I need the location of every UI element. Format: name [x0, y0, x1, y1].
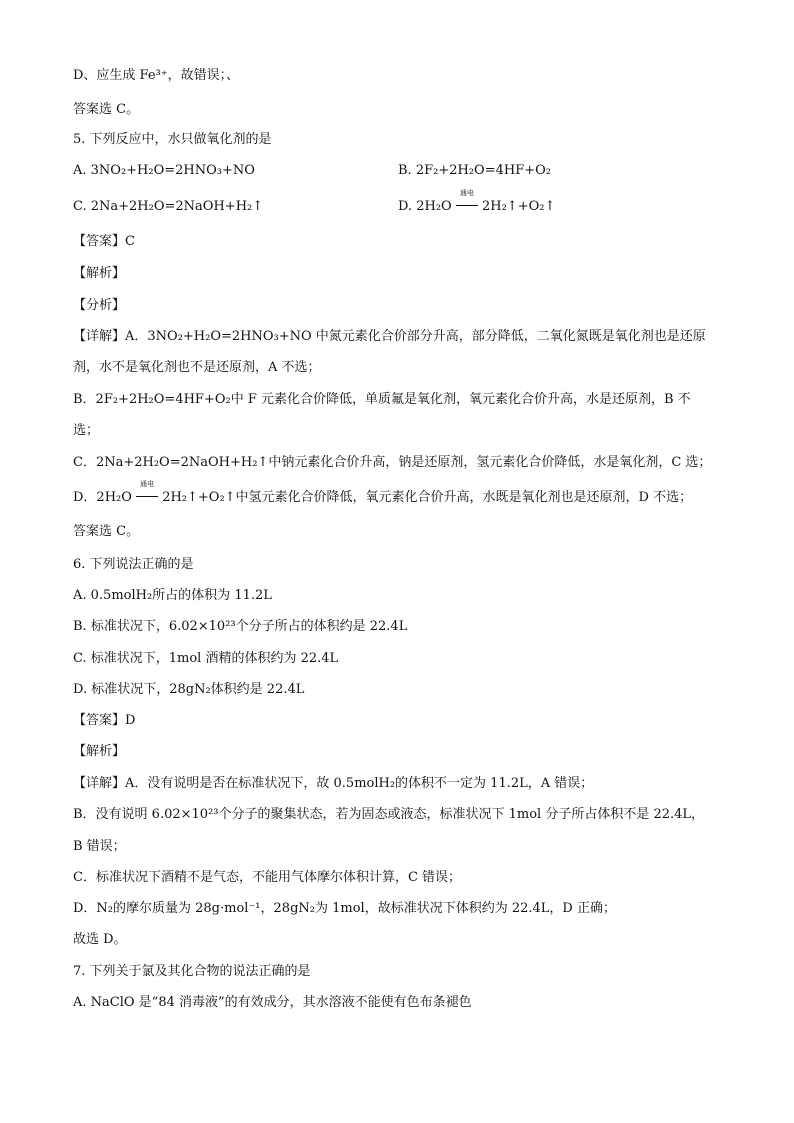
explanation-line: C．2Na+2H₂O=2NaOH+H₂↑中钠元素化合价升高，钠是还原剂，氢元素化合价降低，水是氧化剂，C 选；: [73, 455, 712, 470]
explanation-line: C．标准状况下酒精不是气态，不能用气体摩尔体积计算，C 错误；: [73, 870, 462, 885]
explanation-line: 【详解】A．没有说明是否在标准状况下，故 0.5molH₂的体积不一定为 11.2L，A 错误；: [73, 776, 594, 791]
q6-option-b: B. 标准状况下，6.02×10²³个分子所占的体积约是 22.4L: [73, 619, 408, 634]
question-5: 5. 下列反应中，水只做氧化剂的是: [73, 132, 272, 147]
explanation-line: 选；: [73, 423, 100, 438]
q6-option-c: C. 标准状况下，1mol 酒精的体积约为 22.4L: [73, 651, 339, 666]
q6-option-a: A. 0.5molH₂所占的体积为 11.2L: [73, 588, 272, 603]
explanation-line: 【详解】A．3NO₂+H₂O=2HNO₃+NO 中氮元素化合价部分升高，部分降低，二氧化氮既是氧化剂也是还原: [73, 329, 706, 344]
answer-label: 【答案】D: [73, 713, 136, 728]
reaction-condition-label: 通电: [459, 189, 474, 197]
q6-option-d: D. 标准状况下，28gN₂体积约是 22.4L: [73, 682, 305, 697]
explanation-line: D．N₂的摩尔质量为 28g·mol⁻¹，28gN₂为 1mol，故标准状况下体积约为 22.4L，D 正确；: [73, 901, 616, 916]
explanation-left: D．2H₂O: [73, 490, 132, 505]
explanation-line: B．2F₂+2H₂O=4HF+O₂中 F 元素化合价降低，单质氟是氧化剂，氧元素化合价升高，水是还原剂，B 不: [73, 392, 691, 407]
answer-line: 故选 D。: [73, 932, 127, 947]
explanation-line: B 错误；: [73, 839, 126, 854]
reaction-condition-label: 通电: [140, 480, 155, 488]
answer-line: 答案选 C。: [73, 524, 140, 539]
q5-option-d: [398, 189, 556, 216]
q5-option-d-right: 2H₂↑+O₂↑: [481, 199, 556, 214]
explanation-right: 2H₂↑+O₂↑中氢元素化合价降低，氧元素化合价升高，水既是氧化剂也是还原剂，D 不选；: [162, 490, 693, 505]
q5-option-d-left: D. 2H₂O: [398, 199, 452, 214]
reaction-arrow: [456, 205, 478, 206]
analysis-label: 【解析】: [73, 744, 126, 759]
question-6: 6. 下列说法正确的是: [73, 557, 194, 572]
reaction-condition: [456, 189, 478, 216]
q7-option-a: A. NaClO 是“84 消毒液”的有效成分，其水溶液不能使有色布条褪色: [73, 995, 472, 1010]
reaction-arrow: [136, 496, 158, 497]
explanation-line: B．没有说明 6.02×10²³个分子的聚集状态，若为固态或液态，标准状况下 1mol 分子所占体积不是 22.4L，: [73, 807, 705, 822]
analysis-label: 【解析】: [73, 266, 126, 281]
question-7: 7. 下列关于氯及其化合物的说法正确的是: [73, 964, 311, 979]
explanation-line: [73, 480, 693, 507]
reaction-condition: [136, 480, 158, 507]
answer-line: 答案选 C。: [73, 102, 140, 117]
q5-option-b: B. 2F₂+2H₂O=4HF+O₂: [398, 163, 551, 178]
text-line: D、应生成 Fe³⁺，故错误；、: [73, 68, 240, 83]
explanation-line: 剂，水不是氧化剂也不是还原剂，A 不选；: [73, 360, 321, 375]
analysis-sub-label: 【分析】: [73, 298, 126, 313]
q5-option-c: C. 2Na+2H₂O=2NaOH+H₂↑: [73, 199, 264, 214]
answer-label: 【答案】C: [73, 234, 135, 249]
q5-option-a: A. 3NO₂+H₂O=2HNO₃+NO: [73, 163, 255, 178]
